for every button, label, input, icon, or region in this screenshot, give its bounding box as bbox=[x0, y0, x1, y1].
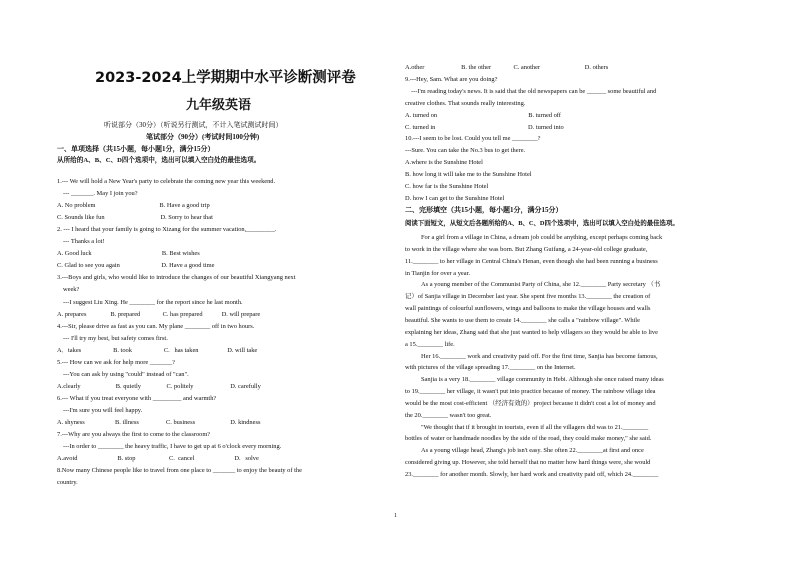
section1-heading: 一、单项选择（共15小题，每小题1分，满分15分） bbox=[57, 145, 215, 153]
text-line: A. shyness B. illness C. business D. kindness bbox=[57, 419, 261, 426]
text-line: country. bbox=[57, 479, 78, 487]
text-line: with pictures of the village spreading 17.________ on the Internet. bbox=[405, 364, 576, 372]
text-line: wall paintings of colourful sunflowers, wings and balloons to make the village houses and walls bbox=[405, 305, 651, 313]
section2-instruction: 阅读下面短文，从短文后各题所给的A、B、C、D四个选项中，选出可以填入空白处的最佳选项。 bbox=[405, 220, 679, 227]
text-line: D. how I can get to the Sunshine Hotel bbox=[405, 194, 505, 202]
text-line: considered giving up. However, she told herself that no matter how hard things were, she would bbox=[405, 459, 651, 467]
text-line: C. how far is the Sunshine Hotel bbox=[405, 183, 489, 190]
page-subtitle: 九年级英语 bbox=[186, 98, 252, 113]
text-line: --- _______. May I join you? bbox=[63, 190, 138, 198]
text-line: For a girl from a village in China, a dream job could be anything, except perhaps coming back bbox=[421, 234, 663, 241]
text-line: A.clearly B. quietly C. politely D. carefully bbox=[57, 382, 261, 390]
section2-heading: 二、完形填空（共15小题，每小题1分，满分15分） bbox=[405, 206, 563, 214]
text-line: to 19.________ her village, it wasn't put into practice because of money. The rainbow village idea bbox=[405, 388, 656, 396]
text-line: A. prepares B. prepared C. has prepared D. will prepare bbox=[57, 310, 261, 318]
text-line: creative clothes. That sounds really interesting. bbox=[405, 99, 526, 107]
text-line: A. Good luck B. Best wishes bbox=[57, 250, 200, 258]
text-line: in Tianjin for over a year. bbox=[405, 269, 470, 277]
text-line: As a young village head, Zhang's job isn't easy. She often 22.________at first and once bbox=[421, 447, 644, 455]
text-line: 1.--- We will hold a New Year's party to celebrate the coming new year this weekend. bbox=[57, 178, 276, 185]
text-line: 6.--- What if you treat everyone with _________ and warmth? bbox=[57, 394, 217, 402]
text-line: ---Sure. You can take the No.3 bus to get there. bbox=[405, 147, 526, 155]
text-line: A.other B. the other C. another D. others bbox=[405, 64, 609, 71]
text-line: beautiful. She wants to use them to create 14.________ she calls a "rainbow village". While bbox=[405, 316, 640, 324]
text-line: A.where is the Sunshine Hotel bbox=[405, 159, 483, 167]
text-line: week? bbox=[63, 286, 80, 294]
text-line: 4.---Sir, please drive as fast as you can. My plane ________ off in two hours. bbox=[57, 322, 255, 330]
text-line: --- I'll try my best, but safety comes first. bbox=[63, 334, 168, 342]
text-line: A. turned on B. turned off bbox=[405, 111, 561, 119]
text-line: A．takes B. took C. has taken D. will take bbox=[57, 346, 258, 354]
text-line: the 20.________ wasn't too great. bbox=[405, 411, 492, 419]
text-line: 3.---Boys and girls, who would like to introduce the changes of our beautiful Xiangyang next bbox=[57, 274, 296, 282]
text-line: ---I suggest Liu Xing. He ________ for the report since he last month. bbox=[63, 298, 243, 306]
text-line: A.avoid B. stop C. cancel D. solve bbox=[57, 455, 259, 463]
text-line: Sanjia is a very 18.________ village community in Hebi. Although she once raised many ideas bbox=[421, 376, 664, 384]
text-line: 11.________ to her village in Central China's Henan, even though she had been running a business bbox=[405, 257, 658, 265]
text-line: bottles of water or handmade noodles by the side of the road, they could make money," she said. bbox=[405, 435, 652, 443]
text-line: 2. --- I heard that your family is going to Xizang for the summer vacation,_________. bbox=[57, 226, 277, 234]
text-line: ---I'm sure you will feel happy. bbox=[63, 406, 143, 414]
text-line: C. Sounds like fun D. Sorry to hear that bbox=[57, 214, 213, 222]
listening-info: 听说部分（30分）（听说另行测试，不计入笔试测试时间） bbox=[104, 121, 283, 129]
text-line: C. Glad to see you again D. Have a good time bbox=[57, 262, 215, 270]
text-line: would be the most cost-efficient （经济有效的）project because it didn't cost a lot of money and bbox=[405, 399, 656, 407]
text-line: B. how long it will take me to the Sunshine Hotel bbox=[405, 171, 532, 179]
text-line: a 15.________ life. bbox=[405, 340, 455, 348]
text-line: 5.--- How can we ask for help more _______? bbox=[57, 358, 176, 366]
text-line: Her 16.________ work and creativity paid off. For the first time, Sanjia has become famous, bbox=[421, 352, 658, 360]
text-line: ---You can ask by using "could" instead of "can". bbox=[63, 370, 189, 378]
text-line: 7.---Why are you always the first to come to the classroom? bbox=[57, 431, 211, 439]
text-line: 9.---Hey, Sam. What are you doing? bbox=[405, 75, 498, 83]
text-line: ---I'm reading today's news. It is said that the old newspapers can be ______ some beautiful and bbox=[411, 87, 657, 95]
text-line: ---In order to ________ the heavy traffic, I have to get up at 6 o'clock every morning. bbox=[63, 443, 282, 451]
text-line: As a young member of the Communist Party of China, she 12.________ Party secretary （书 bbox=[421, 281, 661, 289]
writing-info: 笔试部分（90分）(考试时间100分钟) bbox=[146, 133, 260, 141]
page-number: 1 bbox=[394, 513, 397, 519]
text-line: explaining her ideas, Zhang said that she just wanted to help villagers so they would be able to live bbox=[405, 328, 658, 336]
text-line: to work in the village where she was born. But Zhang Guifang, a 24-year-old college graduate, bbox=[405, 245, 648, 253]
text-line: 8.Now many Chinese people like to travel from one place to _______ to enjoy the beauty of the bbox=[57, 467, 302, 475]
text-line: --- Thanks a lot! bbox=[63, 238, 105, 246]
section1-instruction: 从所给的A、B、C、D四个选项中，选出可以填入空白处的最佳选项。 bbox=[57, 157, 261, 164]
text-line: 10.---I seem to be lost. Could you tell me ________? bbox=[405, 135, 541, 143]
text-line: "We thought that if it brought in tourists, even if all the villagers did was to 21.________ bbox=[421, 423, 649, 431]
text-line: C. turned in D. turned into bbox=[405, 123, 564, 131]
text-line: 23.________ for another month. Slowly, her hard work and creativity paid off, which 24.________ bbox=[405, 471, 659, 478]
text-line: 记）of Sanjia village in December last year. She spent five months 13.________ the creation of bbox=[405, 293, 651, 301]
page-title: 2023-2024上学期期中水平诊断测评卷 bbox=[95, 70, 356, 86]
text-line: A. No problem B. Have a good trip bbox=[57, 202, 210, 210]
